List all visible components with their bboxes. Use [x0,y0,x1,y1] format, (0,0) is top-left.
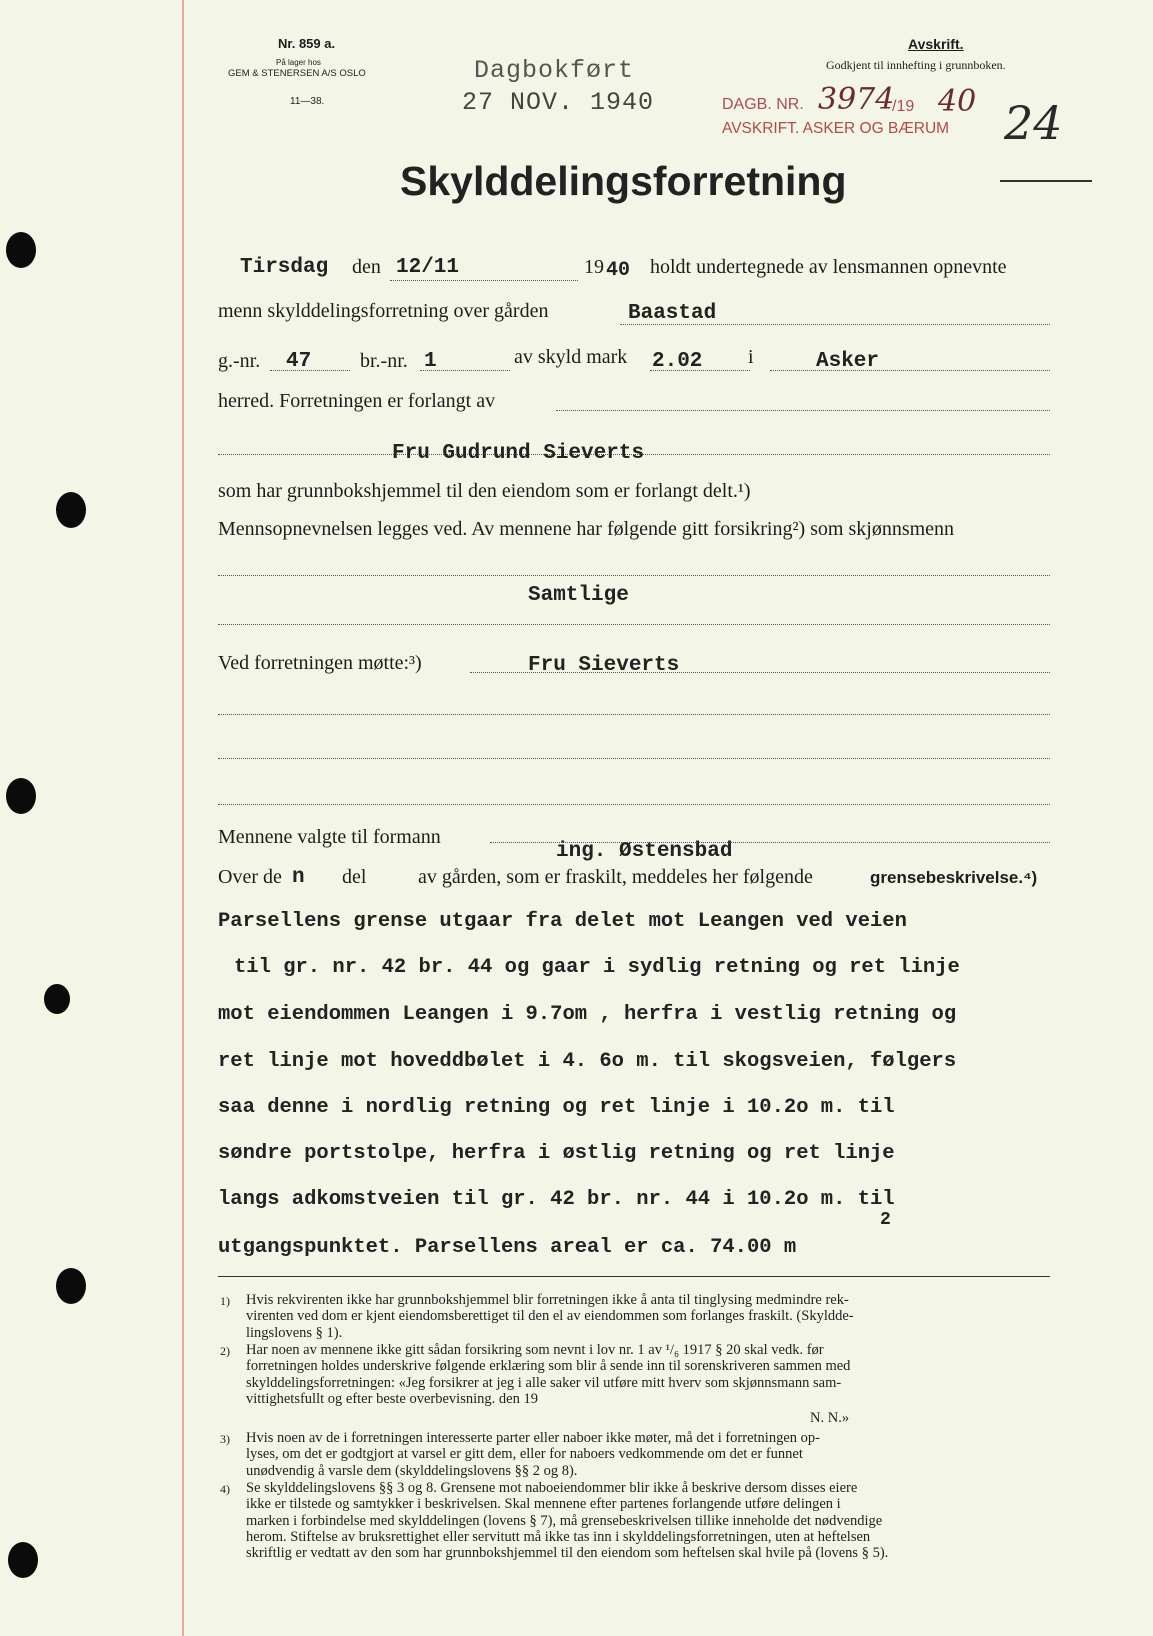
over-label-c: av gården, som er fraskilt, meddeles her følgende [418,866,813,888]
margin-rule [182,0,184,1636]
footnote-4 [246,1480,888,1561]
herred-name: Asker [816,350,880,373]
den-label: den [352,256,381,278]
weekday: Tirsdag [240,256,329,279]
dotted-line [218,714,1050,715]
dotted-line [218,758,1050,759]
year-prefix: 19 [584,256,604,278]
binder-hole [56,492,86,528]
form-line-4: herred. Forretningen er forlangt av [218,390,496,412]
dotted-line [218,804,1050,805]
avskrift-title: Avskrift. [908,36,964,52]
dotted-line [420,370,510,371]
form-line-1: holdt undertegnede av lensmannen opnevnte [650,256,1007,278]
dotted-line [490,842,1050,843]
page-title: Skylddelingsforretning [400,158,847,204]
binder-hole [6,232,36,268]
description-line: søndre portstolpe, herfra i østlig retning og ret linje [218,1142,895,1165]
skyld-value: 2.02 [652,350,703,373]
footnote-line: skylddelingsforretningen: «Jeg forsikrer at jeg i alle saker vil utføre mitt hverv som skjønnsmann sam- [246,1374,842,1391]
form-line-6: som har grunnbokshjemmel til den eiendom som er forlangt delt.¹) [218,480,751,502]
dotted-line [620,324,1050,325]
farm-name: Baastad [628,302,717,325]
over-label-a: Over de [218,866,282,888]
footnote-3 [246,1430,820,1479]
footnote-line: Hvis noen av de i forretningen interesserte parter eller naboer ikke møter, må det i forretningen op- [246,1430,820,1446]
requester-name: Fru Gudrund Sieverts [392,442,645,465]
dotted-line [390,280,578,281]
gnr-label: g.-nr. [218,350,261,372]
footnote-4-number: 4) [220,1482,230,1496]
skyld-label: av skyld mark [514,346,628,368]
binder-hole [6,778,36,814]
dagb-year-prefix: /19 [892,98,915,115]
page-number: 24 [1004,96,1063,150]
binder-hole [44,984,70,1014]
over-label-n: n [292,866,305,889]
dotted-line [770,370,1050,371]
publisher-line: På lager hos [276,58,321,67]
year-suffix: 40 [606,259,631,282]
footnote-line: herom. Stiftelse av bruksrettighet eller servitutt må ikke tas inn i skylddelingsforretningen, uten at heftelsen [246,1528,871,1545]
bnr-label: br.-nr. [360,350,408,372]
dotted-line [218,575,1050,576]
dagb-label: DAGB. NR. [722,96,804,113]
footnote-divider [218,1276,1050,1277]
footnote-line: lingslovens § 1). [246,1324,343,1341]
footnote-line: Hvis rekvirenten ikke har grunnbokshjemmel blir forretningen ikke å anta til tinglysing medmindre rek- [246,1292,849,1308]
footnote-line: Se skylddelingslovens §§ 3 og 8. Grensene mot naboeiendommer blir ikke å beskrive dersom disses eiere [246,1480,858,1496]
bnr-value: 1 [424,350,437,373]
dotted-line [270,370,350,371]
form-number: Nr. 859 a. [278,36,336,51]
i-label: i [748,346,754,368]
footnote-2-signature: N. N.» [810,1410,850,1426]
binder-hole [8,1542,38,1578]
footnote-line: forretningen holdes underskrive følgende erklæring som blir å sende inn til sorenskriveren sammen med [246,1358,851,1375]
footnote-line: virenten ved dom er kjent eiendomsberettiget til den el av eiendommen som forlanges fraskilt. (Skyldde- [246,1308,854,1325]
form-line-7: Mennsopnevnelsen legges ved. Av mennene har følgende gitt forsikring²) som skjønnsmenn [218,518,955,540]
avskrift-stamp: AVSKRIFT. ASKER OG BÆRUM [722,120,950,137]
over-label-b: del [342,866,367,888]
gnr-value: 47 [286,350,312,373]
footnote-line: skriftlig er vedtatt av den som har grunnbokshjemmel til den eiendom som heftelsen skal hvile på (lovens § 5). [246,1545,889,1562]
description-line: Parsellens grense utgaar fra delet mot Leangen ved veien [218,910,907,933]
binder-hole [56,1268,86,1304]
footnote-3-number: 3) [220,1432,230,1446]
footnote-line: marken i forbindelse med skylddelingen (lovens § 7), må grensebeskrivelsen tillike inneholde det nødvendige [246,1512,883,1529]
form-date: 11—38. [290,96,325,107]
area-superscript: 2 [880,1210,891,1230]
dotted-line [650,370,750,371]
meeting-date: 12/11 [396,256,460,279]
description-line: mot eiendommen Leangen i 9.7om , herfra i vestlig retning og [218,1003,957,1026]
description-line: saa denne i nordlig retning og ret linje i 10.2o m. til [218,1096,895,1119]
footnote-1-number: 1) [220,1294,230,1308]
assurers: Samtlige [528,584,629,607]
footnote-line: vittighetsfullt og efter beste overbevisning. den 19 [246,1390,538,1407]
description-line: til gr. nr. 42 br. 44 og gaar i sydlig retning og ret linje [234,956,960,979]
footnote-2-number: 2) [220,1344,230,1358]
description-line: utgangspunktet. Parsellens areal er ca. 74.00 m [218,1236,797,1259]
dagb-year: 40 [938,84,977,119]
footnote-1 [246,1292,854,1341]
attendee: Fru Sieverts [528,654,680,677]
avskrift-note: Godkjent til innhefting i grunnboken. [826,58,1006,72]
dotted-line [556,410,1050,411]
footnote-line: unødvendig å varsle dem (skylddelingslovens §§ 2 og 8). [246,1462,578,1479]
footnote-line: Har noen av mennene ikke gitt sådan forsikring som nevnt i lov nr. 1 av ¹/₆ 1917 § 20 skal vedk. før [246,1342,824,1358]
chair-label: Mennene valgte til formann [218,826,441,848]
registered-stamp: Dagbokført [474,56,635,85]
over-label-bold: grensebeskrivelse.⁴) [870,868,1038,887]
chair-name: ing. Østensbad [556,840,733,863]
met-label: Ved forretningen møtte:³) [218,652,422,674]
dotted-line [470,672,1050,673]
page-number-underline [1000,180,1092,182]
publisher-name: GEM & STENERSEN A/S OSLO [228,68,366,79]
description-line: ret linje mot hoveddbølet i 4. 6o m. til skogsveien, følgers [218,1050,957,1073]
footnote-line: lyses, om det er godtgjort at varsel er gitt dem, eller for naboers vedkommende om det er funnet [246,1446,803,1463]
form-line-2: menn skylddelingsforretning over gården [218,300,549,322]
dagb-number: 3974 [818,82,895,117]
footnote-line: ikke er tilstede og samtykker i beskrivelsen. Skal mennene efter partenes forlangende utføre delingen i [246,1496,841,1513]
description-line: langs adkomstveien til gr. 42 br. nr. 44 i 10.2o m. til [218,1188,895,1211]
stamp-date: 27 NOV. 1940 [462,88,655,117]
dotted-line [218,624,1050,625]
footnote-2 [246,1342,850,1407]
